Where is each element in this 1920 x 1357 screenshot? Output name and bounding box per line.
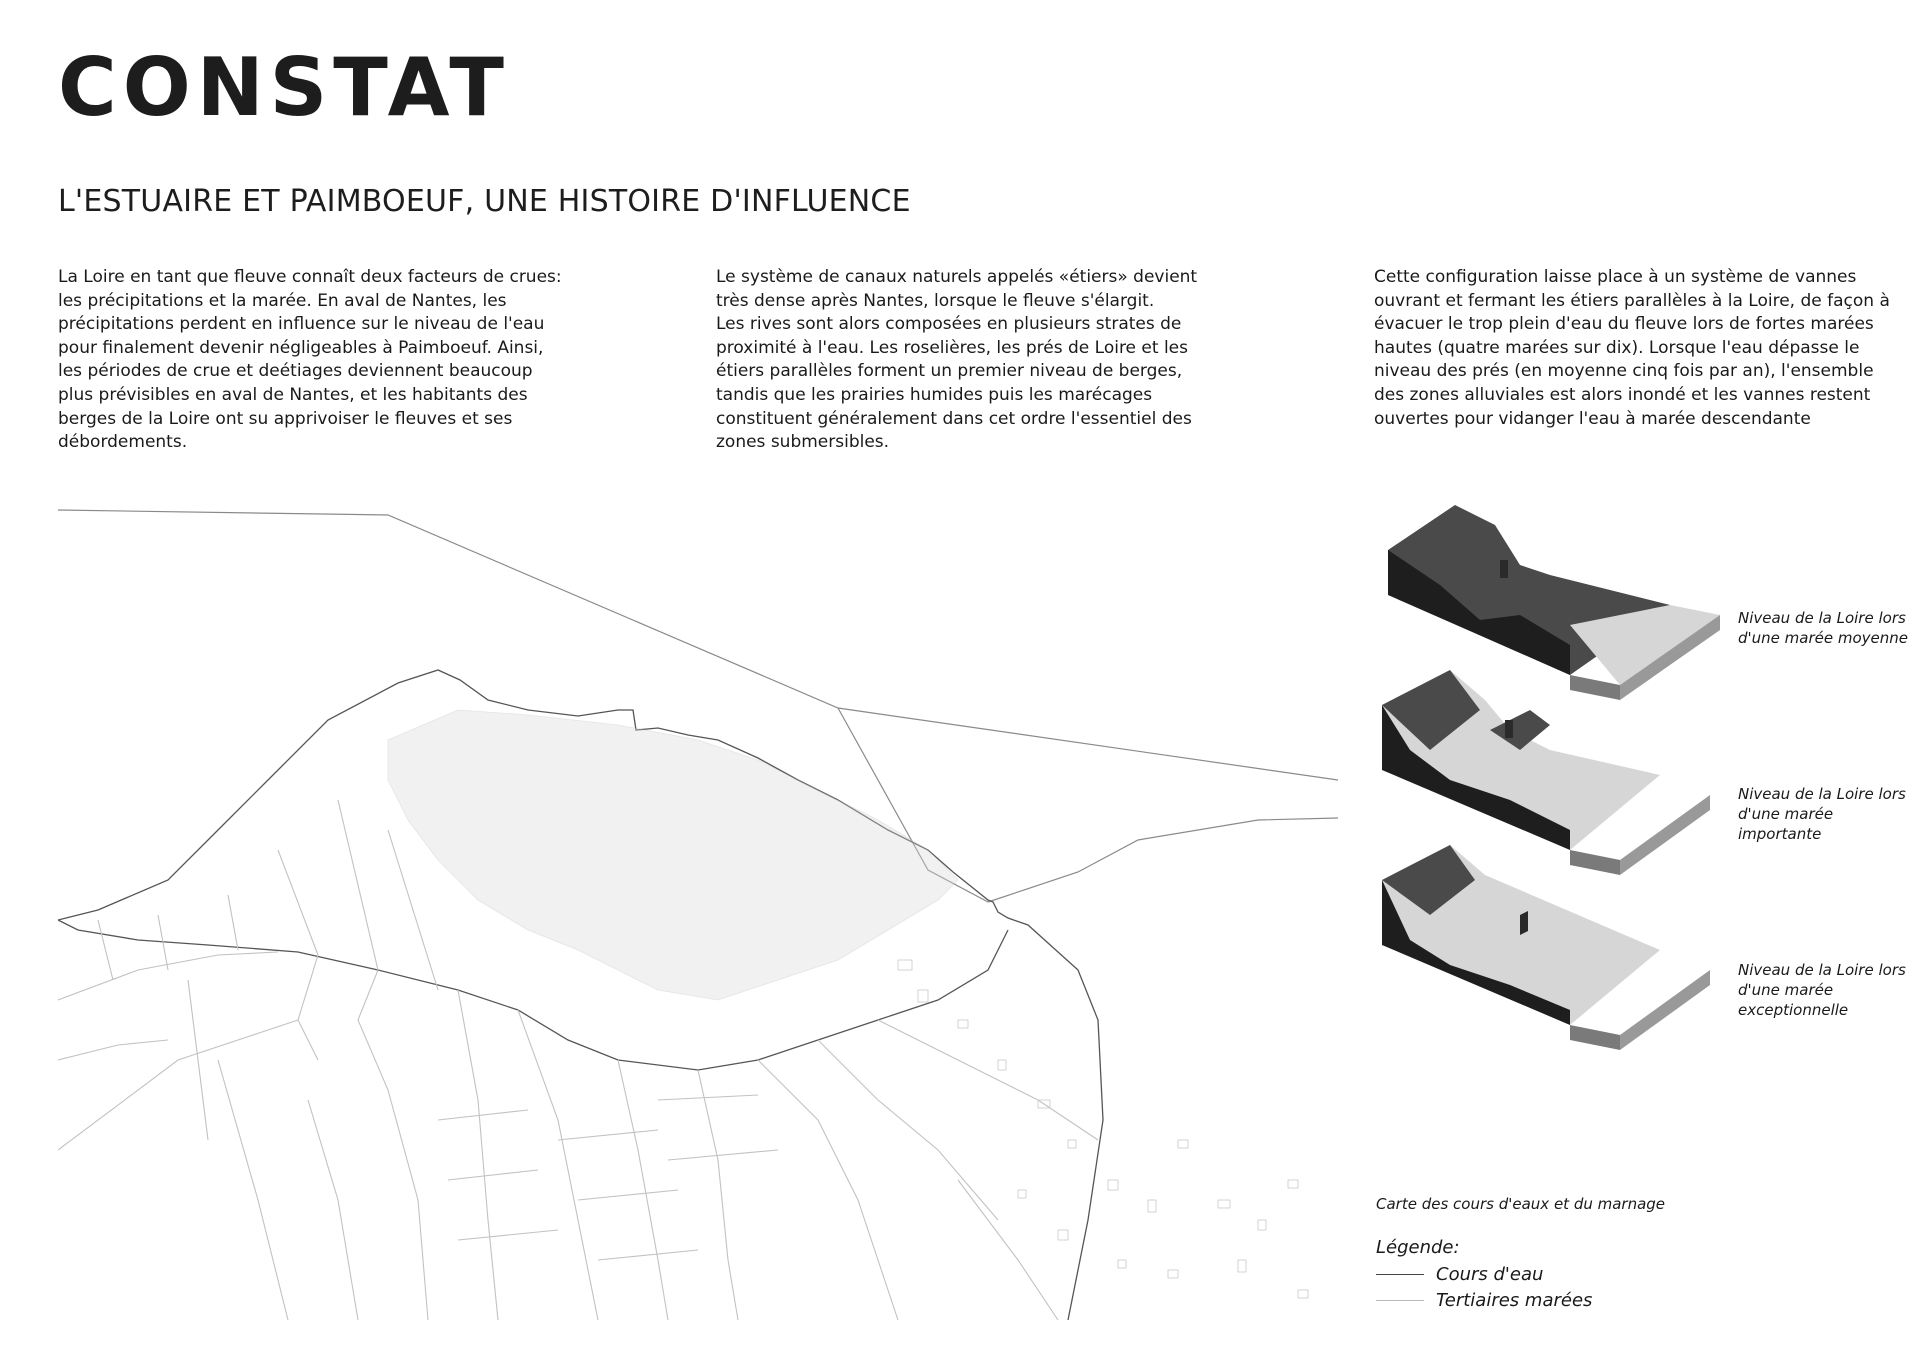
diagram-tide-exceptionnelle: [1382, 845, 1710, 1050]
paimboeuf-map: [58, 500, 1338, 1320]
page-title: CONSTAT: [58, 41, 510, 134]
page-subtitle: L'ESTUAIRE ET PAIMBOEUF, UNE HISTOIRE D'INFLUENCE: [58, 184, 911, 219]
legend-label: Cours d'eau: [1436, 1263, 1544, 1285]
paragraph: Cette configuration laisse place à un système de vannes ouvrant et fermant les étiers parallèles à la Loire, de façon à évacuer le trop plein d'eau du fleuve lors de fortes marées hautes (quatre marées sur dix). Lorsque l'eau dépasse le niveau des prés (en moyenne cinq fois par an), l'ensemble des zones alluviales est alors inondé et les vannes restent ouvertes pour vidanger l'eau à marée descendante: [1374, 267, 1890, 429]
diagram-tide-importante: [1382, 670, 1710, 875]
map-caption: Carte des cours d'eaux et du marnage: [1376, 1195, 1666, 1213]
text-column-3: [1374, 266, 1894, 431]
legend-item-cours-eau: [1376, 1262, 1543, 1286]
legend-item-tertiaires: [1376, 1288, 1592, 1312]
diagram-tide-moyenne: [1388, 505, 1720, 700]
paragraph: La Loire en tant que fleuve connaît deux facteurs de crues: les précipitations et la marée. En aval de Nantes, les précipitations perdent en influence sur le niveau de l'eau pour finalement devenir négligeables à Paimboeuf. Ainsi, les périodes de crue et deétiages deviennent beaucoup plus prévisibles en aval de Nantes, et les habitants des berges de la Loire ont su apprivoiser le fleuves et ses débordements.: [58, 267, 562, 453]
diagram-label-importante: Niveau de la Loire lors d'une marée importante: [1738, 785, 1906, 843]
paragraph: Le système de canaux naturels appelés «étiers» devient très dense après Nantes, lorsque le fleuve s'élargit.: [716, 267, 1198, 311]
legend-label: Tertiaires marées: [1436, 1289, 1593, 1311]
legend-title: Légende:: [1376, 1237, 1460, 1258]
text-column-1: [58, 266, 568, 455]
diagram-label-exceptionnelle: Niveau de la Loire lors d'une marée exceptionnelle: [1738, 961, 1906, 1019]
urban-fabric: [388, 710, 958, 1000]
paragraph: Les rives sont alors composées en plusieurs strates de proximité à l'eau. Les roselières, les prés de Loire et les étiers parallèles forment un premier niveau de berges, tandis que les prairies humides puis les marécages constituent généralement dans cet ordre l'essentiel des zones submersibles.: [716, 314, 1192, 453]
legend-line-dark-icon: [1376, 1274, 1424, 1275]
text-column-2: [716, 266, 1226, 455]
diagram-label-moyenne: Niveau de la Loire lors d'une marée moyenne: [1738, 609, 1908, 647]
scattered-buildings: [898, 960, 1308, 1298]
legend-line-light-icon: [1376, 1300, 1424, 1301]
